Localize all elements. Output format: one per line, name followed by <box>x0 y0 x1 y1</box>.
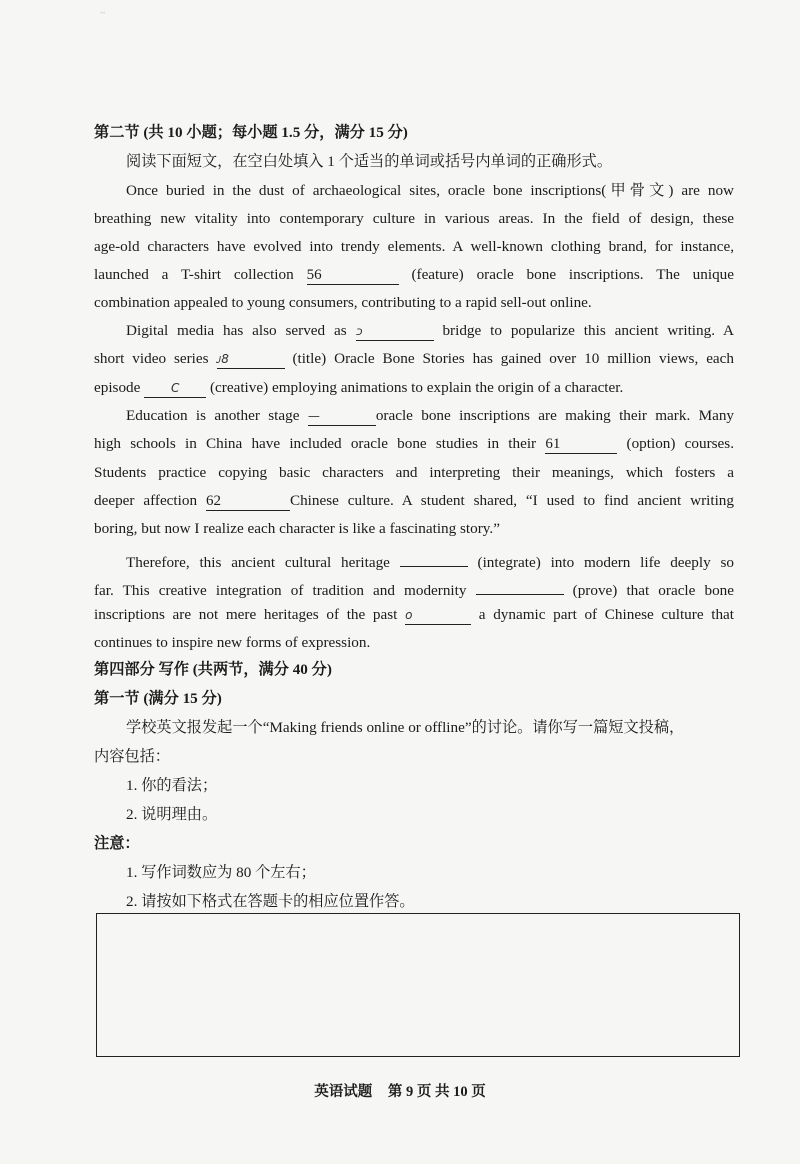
passage-line <box>94 605 734 625</box>
passage-line: Students practice copying basic characters and interpreting their meanings, which fosters a <box>94 464 734 481</box>
passage-text: deeper affection <box>94 492 198 509</box>
passage-text: bridge to popularize this ancient writing. A <box>442 322 735 339</box>
passage-text: Education is another stage <box>126 407 300 424</box>
passage-text: a dynamic part of Chinese culture that <box>478 606 735 623</box>
passage-line <box>126 321 734 341</box>
passage-line <box>94 265 734 285</box>
passage-text: (title) Oracle Bone Stories has gained over 10 million views, each <box>292 350 735 367</box>
passage-line: Once buried in the dust of archaeological sites, oracle bone inscriptions(甲骨文) are now <box>126 182 734 199</box>
blank-63[interactable] <box>400 548 468 567</box>
passage-text: (integrate) into modern life deeply so <box>477 554 734 571</box>
passage-text: Chinese culture. A student shared, “I used to find ancient writing <box>289 492 734 509</box>
passage-line: breathing new vitality into contemporary culture in various areas. In the field of design, these <box>94 210 734 227</box>
blank-62[interactable]: 62 <box>206 492 290 511</box>
blank-57[interactable]: כ <box>356 322 434 341</box>
note-item: 1. 写作词数应为 80 个左右； <box>126 864 316 881</box>
passage-line <box>94 378 734 398</box>
corner-mark: ~ <box>100 8 106 19</box>
answer-box[interactable] <box>96 913 740 1057</box>
blank-56[interactable]: 56 <box>307 266 399 285</box>
blank-60[interactable]: — <box>308 407 376 426</box>
page-footer <box>0 1080 800 1101</box>
passage-text: high schools in China have included oracle bone studies in their <box>94 435 537 452</box>
writing-prompt: 内容包括： <box>94 748 170 765</box>
passage-text: inscriptions are not mere heritages of the past <box>94 606 398 623</box>
passage-line: age-old characters have evolved into trendy elements. A well-known clothing brand, for instance, <box>94 238 734 255</box>
blank-65[interactable]: o <box>405 606 471 625</box>
passage-text: (feature) oracle bone inscriptions. The unique <box>411 266 735 283</box>
passage-text: episode <box>94 379 141 396</box>
blank-59[interactable]: C <box>144 379 206 398</box>
section2-instruction: 阅读下面短文，在空白处填入 1 个适当的单词或括号内单词的正确形式。 <box>126 153 612 170</box>
passage-text: launched a T-shirt collection <box>94 266 294 283</box>
passage-text: oracle bone inscriptions are making their mark. Many <box>375 407 735 424</box>
passage-line <box>94 576 734 601</box>
passage-text: (creative) employing animations to explain the origin of a character. <box>210 379 624 396</box>
passage-line: combination appealed to young consumers, contributing to a rapid sell-out online. <box>94 294 592 311</box>
section2-heading: 第二节 (共 10 小题；每小题 1.5 分，满分 15 分) <box>94 124 408 141</box>
passage-text: (prove) that oracle bone <box>572 582 735 599</box>
blank-64[interactable] <box>476 576 564 595</box>
passage-text: far. This creative integration of tradition and modernity <box>94 582 467 599</box>
passage-line <box>126 548 734 573</box>
passage-text: Therefore, this ancient cultural heritage <box>126 554 390 571</box>
passage-line <box>94 434 734 454</box>
passage-text: Digital media has also served as <box>126 322 347 339</box>
passage-line: boring, but now I realize each character is like a fascinating story.” <box>94 520 500 537</box>
prompt-item: 1. 你的看法； <box>126 777 218 794</box>
part4-subheading: 第一节 (满分 15 分) <box>94 690 222 707</box>
passage-line <box>94 349 734 369</box>
passage-line <box>126 406 734 426</box>
writing-prompt: 学校英文报发起一个“Making friends online or offline”的讨论。请你写一篇短文投稿， <box>126 719 685 736</box>
footer-page: 第 9 页 共 10 页 <box>387 1084 486 1100</box>
prompt-item: 2. 说明理由。 <box>126 806 218 823</box>
footer-subject: 英语试题 <box>314 1084 373 1100</box>
part4-heading: 第四部分 写作 (共两节，满分 40 分) <box>94 661 332 678</box>
notes-label: 注意： <box>94 835 140 852</box>
note-item: 2. 请按如下格式在答题卡的相应位置作答。 <box>126 893 415 910</box>
blank-61[interactable]: 61 <box>545 435 617 454</box>
passage-line <box>94 491 734 511</box>
passage-line: continues to inspire new forms of expression. <box>94 634 371 651</box>
passage-text: (option) courses. <box>626 435 734 452</box>
passage-text: short video series <box>94 350 209 367</box>
blank-58[interactable]: ᴊ8 <box>217 350 285 369</box>
